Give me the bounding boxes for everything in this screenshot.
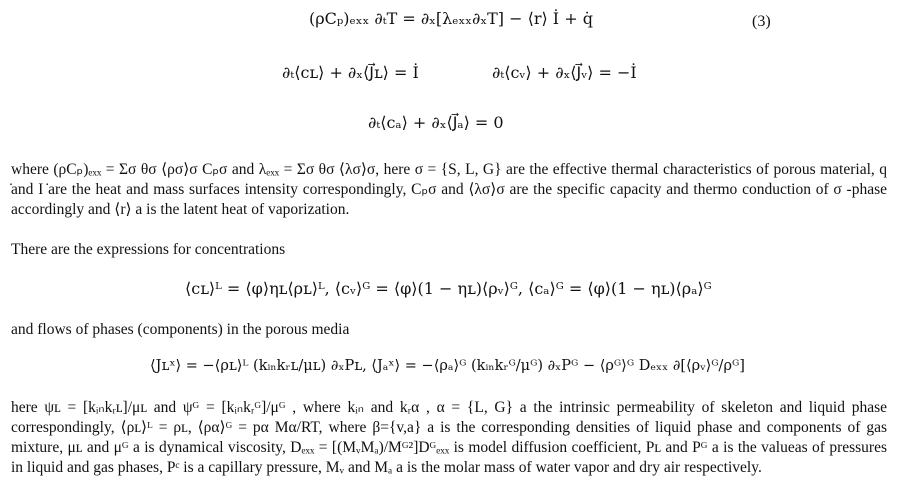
paragraph-definitions: here ψʟ = [kᵢₙkᵣʟ]/μʟ and ψᴳ = [kᵢₙkᵣᴳ]/μᴳ , where kᵢₙ and kᵣα , α = {L, G} a the intrinsic permeability of skeleton and liquid phase correspondingly, ⟨ρʟ⟩ᴸ = ρʟ, ⟨ρα⟩ᴳ = pα Mα/RT, where β={v,a} a is the corresponding densities of liquid phase and components of gas mixture, μʟ and μᴳ a is dynamical viscosity, Dₑₓₓ = [(MᵥMₐ)/Mᴳ²]Dᴳₑₓₓ is model diffusion coefficient, Pʟ and Pᴳ a is the valueas of pressures in liquid and gas phases, Pᶜ is a capillary pressure, Mᵥ and Mₐ a is the molar mass of water vapor and dry air respectively. — [11, 399, 887, 476]
equation-flows: ⟨Jʟˣ⟩ = −⟨ρʟ⟩ᴸ (kᵢₙkᵣʟ/μʟ) ∂ₓPʟ, ⟨Jₐˣ⟩ = −⟨ρₐ⟩ᴳ (kᵢₙkᵣᴳ/μᴳ) ∂ₓPᴳ − ⟨ρᴳ⟩ᴳ Dₑₓₓ ∂[⟨ρᵥ⟩ᴳ/ρᴳ] — [150, 358, 745, 374]
equation-vapor-conservation: ∂ₜ⟨cᵥ⟩ + ∂ₓ⟨J⃗ᵥ⟩ = −İ — [492, 63, 637, 82]
equation-liquid-conservation: ∂ₜ⟨cʟ⟩ + ∂ₓ⟨J⃗ʟ⟩ = İ — [282, 63, 419, 82]
equation-number: (3) — [752, 13, 771, 30]
equation-concentrations: ⟨cʟ⟩ᴸ = ⟨φ⟩ηʟ⟨ρʟ⟩ᴸ, ⟨cᵥ⟩ᴳ = ⟨φ⟩(1 − ηʟ)⟨ρᵥ⟩ᴳ, ⟨cₐ⟩ᴳ = ⟨φ⟩(1 − ηʟ)⟨ρₐ⟩ᴳ — [185, 279, 712, 298]
paragraph-thermal-characteristics: where (ρCₚ)ₑₓₓ = Σσ θσ ⟨ρσ⟩σ Cₚσ and λₑₓₓ = Σσ θσ ⟨λσ⟩σ, here σ = {S, L, G} are the effective thermal characteristics of porous material, q ̇and I ̇are the heat and mass surfaces intensity correspondingly, Cₚσ and ⟨λσ⟩σ are the specific capacity and thermo conduction of σ -phase accordingly and ⟨r⟩ a is the latent heat of vaporization. — [11, 161, 887, 218]
equation-air-conservation: ∂ₜ⟨cₐ⟩ + ∂ₓ⟨J⃗ₐ⟩ = 0 — [368, 113, 504, 132]
paragraph-flows-intro: and flows of phases (components) in the porous media — [11, 321, 350, 338]
equation-3: (ρCₚ)ₑₓₓ ∂ₜT = ∂ₓ[λₑₓₓ∂ₓT] − ⟨r⟩ İ + q̇ — [309, 9, 593, 28]
paragraph-concentrations-intro: There are the expressions for concentrations — [11, 241, 286, 258]
